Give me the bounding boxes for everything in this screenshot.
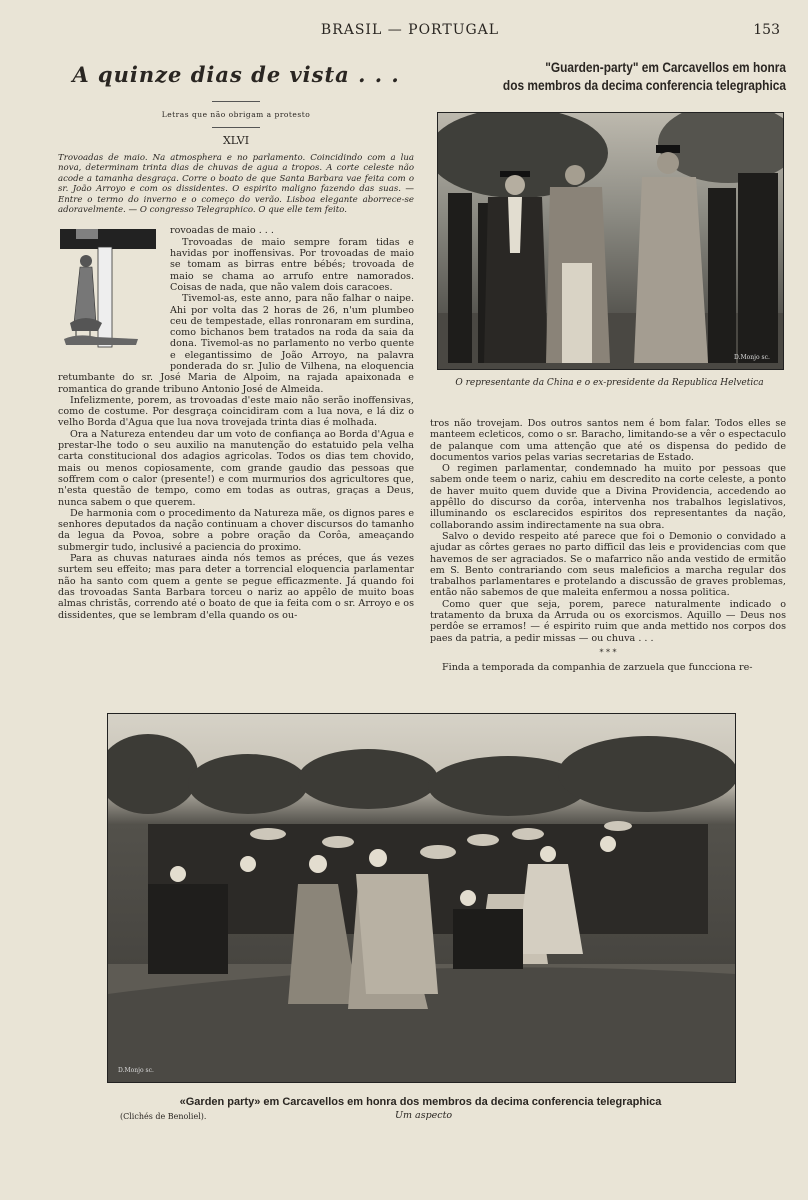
bottom-photo-signature: D.Monjo sc.	[118, 1067, 154, 1074]
title-rule	[212, 101, 260, 102]
paragraph-2: Trovoadas de maio sempre foram tidas e havidas por inoffensivas. Por trovoadas de maio se tomam as birras entre bébés; trovoada de maio se chama ao arrufo entre namorados. Coisas de nada, que não valem dois caracoes.	[170, 236, 414, 293]
left-column	[58, 58, 414, 621]
right-paragraph-2: O regimen parlamentar, condemnado ha muito por pessoas que sabem onde teem o nariz, cahiu em descredito na corte celeste, a ponto de haver muito quem duvide que a Divina Providencia, accedendo ao appêllo do discurso da corôa, intervenha nos trabalhos legislativos, illuminando os esclarecidos espiritos dos representantes da nação, collaborando assim indirectamente na sua obra.	[430, 463, 786, 531]
paragraph-1: rovoadas de maio . . .	[170, 225, 274, 237]
top-photo	[437, 112, 784, 370]
paragraph-7: Para as chuvas naturaes ainda nós temos as préces, que ás vezes surtem seu effeito; mas para deter a torrencial eloquencia parlamentar não ha santo com quem a gente se pegue efficazmente. Já quando foi das trovoadas Santa Barbara torceu o nariz ao appêlo de muito boas almas christãs, correndo até o boato de que ia feita com o sr. Arroyo e os dissidentes, que se lembram d'ella quando os ou-	[58, 553, 414, 621]
running-title: BRASIL — PORTUGAL	[320, 22, 500, 38]
paragraph-3: Tivemol-as, este anno, para não falhar o naipe. Ahi por volta das 2 horas de 26, n'um plumbeo ceu de tempestade, ellas ronronaram em surdina, como bichanos bem tratados na roda da saia da dona. Tivemol-as no parlamento no verbo quente e elegantissimo de João Arroyo, na palavra ponderada do sr. Julio de Vilhena, na eloquencia retumbante do sr. José Maria de Alpoim, na rajada apaixonada e romantica do grande tribuno Antonio José de Almeida.	[58, 293, 414, 395]
photo-article-title-line1: "Guarden-party" em Carcavellos em honra	[545, 59, 786, 75]
paragraph-6: De harmonia com o procedimento da Natureza mãe, os dignos pares e senhores deputados da nação continuam a chover discursos do tamanho da legua da Povoa, sobre a pobre oração da Corôa, ameaçando submergir tudo, inclusivé a paciencia do proximo.	[58, 507, 414, 553]
chapter-number: XLVI	[222, 134, 250, 147]
top-photo-caption: O representante da China e o ex-presidente da Republica Helvetica	[455, 378, 764, 388]
right-paragraph-1: tros não trovejam. Dos outros santos nem é bom falar. Todos elles se manteem ecleticos, como o sr. Baracho, limitando-se a vêr o espectaculo de palanque com uma attenção que até os dispensa do pedido de documentos varios pelas varias secretarias de Estado.	[430, 418, 786, 463]
article-title: A quinze dias de vista . . .	[72, 62, 400, 87]
photo-credit: (Clichés de Benoliel).	[120, 1112, 207, 1121]
photo-article-title	[483, 58, 786, 94]
paragraph-4: Infelizmente, porem, as trovoadas d'este maio não serão inoffensivas, como de costume. Por desgraça coincidiram com a lua nova, e lá diz o velho Borda d'Agua que lua nova trovejada trinta dias é molhada.	[58, 394, 414, 429]
article-summary: Trovoadas de maio. Na atmosphera e no parlamento. Coincidindo com a lua nova, determinam trinta dias de chuvas de agua a tropos. A corte celeste não acode a tamanha desgraça. Corre o boato de que Santa Barbara vae feita com o sr. João Arroyo e com os dissidentes. O espirito maligno fazendo das suas. — Entre o termo do inverno e o começo do verão. Lisboa elegante aborrece-se adoravelmente. — O congresso Telegraphico. O que elle tem feito.	[58, 153, 414, 216]
photo-subcaption: Um aspecto	[395, 1110, 453, 1121]
page-header	[0, 22, 808, 42]
article-body	[58, 225, 414, 620]
bottom-photo	[107, 713, 736, 1083]
right-paragraph-4: Como quer que seja, porem, parece naturalmente indicado o tratamento da bruxa da Arruda ou os exorcismos. Aquillo — Deus nos perdôe se erramos! — é espirito ruim que anda mettido nos corpos dos paes da patria, a pedir missas — ou chuva . . .	[430, 598, 786, 644]
page-number: 153	[753, 22, 780, 38]
right-column	[430, 58, 786, 94]
paragraph-5: Ora a Natureza entendeu dar um voto de confiança ao Borda d'Agua e prestar-lhe todo o seu auxilio na manutenção do estatuido pela velha carta constitucional dos adagios agricolas. Todos os dias tem chovido, mais ou menos copiosamente, com grande gaudio das pessoas que soffrem com o calor (presente!) e com murmurios dos agricultores que, n'esta questão de tempo, como em todas as outras, graças a Deus, nunca sabem o que querem.	[58, 428, 414, 508]
subtitle-rule	[212, 127, 260, 128]
bottom-photo-caption: «Garden party» em Carcavellos em honra dos membros da decima conferencia telegraphica	[179, 1096, 662, 1108]
right-article-body	[430, 418, 786, 673]
right-paragraph-5: Finda a temporada da companhia de zarzuela que funcciona re-	[442, 661, 753, 673]
dropcap-illustration	[58, 227, 162, 361]
section-stars: * * *	[599, 647, 617, 657]
photo-article-title-line2: dos membros da decima conferencia telegraphica	[502, 77, 786, 93]
right-paragraph-3: Salvo o devido respeito até parece que foi o Demonio o convidado a ajudar as côrtes geraes no parto difficil das leis e providencias com que havemos de ser agraciados. Se o mafarrico não anda vestido de ermitão em S. Bento contrariando com seus maleficios a marcha regular dos trabalhos parlamentares e protelando a discussão de graves problemas, então não sabemos de que maleita enfermou a nossa politica.	[430, 530, 786, 599]
article-subtitle: Letras que não obrigam a protesto	[161, 110, 311, 119]
top-photo-signature: D.Monjo sc.	[734, 354, 770, 361]
